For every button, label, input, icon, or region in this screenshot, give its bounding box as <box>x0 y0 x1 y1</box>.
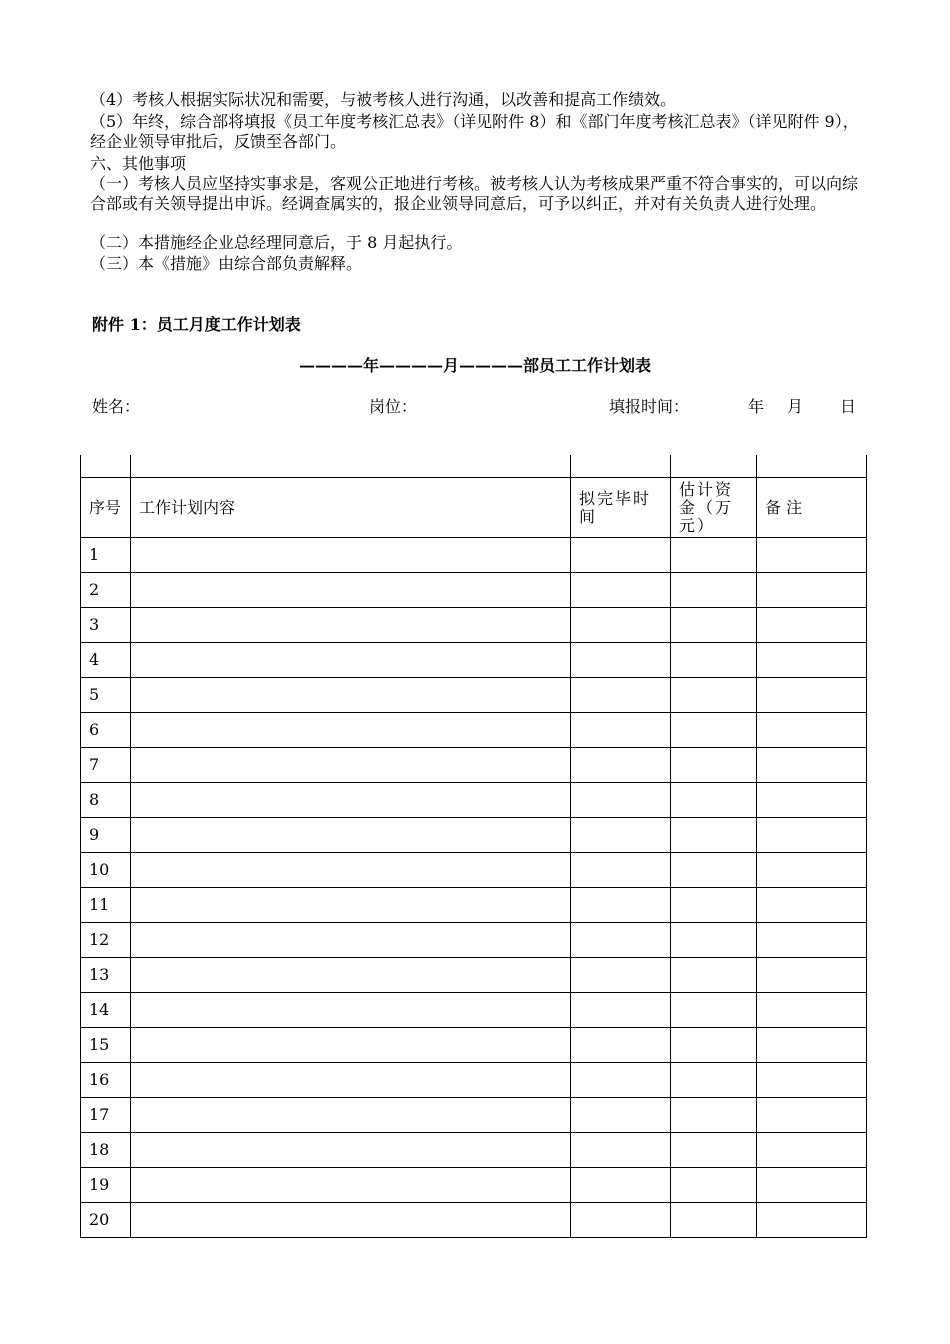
header-plan-content: 工作计划内容 <box>131 478 571 538</box>
completion-time-cell[interactable] <box>571 608 671 643</box>
row-number-cell: 11 <box>81 888 131 923</box>
completion-time-cell[interactable] <box>571 573 671 608</box>
completion-time-cell[interactable] <box>571 923 671 958</box>
completion-time-cell[interactable] <box>571 1168 671 1203</box>
plan-content-cell[interactable] <box>131 748 571 783</box>
row-number-cell: 18 <box>81 1133 131 1168</box>
plan-content-cell[interactable] <box>131 958 571 993</box>
remarks-cell[interactable] <box>757 573 867 608</box>
estimated-funds-cell[interactable] <box>671 1063 757 1098</box>
remarks-cell[interactable] <box>757 888 867 923</box>
table-row <box>81 1203 867 1238</box>
spacer-cell <box>757 455 867 478</box>
year-label: 年 <box>748 397 765 416</box>
completion-time-cell[interactable] <box>571 1063 671 1098</box>
spacer-cell <box>671 455 757 478</box>
table-row <box>81 1028 867 1063</box>
paragraph-appeal: （一）考核人员应坚持实事求是，客观公正地进行考核。被考核人认为考核成果严重不符合事实的，可以向综合部或有关领导提出申诉。经调查属实的，报企业领导同意后，可予以纠正，并对有关负责人进行处理。 <box>90 174 859 213</box>
row-number-cell: 20 <box>81 1203 131 1238</box>
plan-content-cell[interactable] <box>131 1063 571 1098</box>
row-number-cell: 8 <box>81 783 131 818</box>
remarks-cell[interactable] <box>757 1063 867 1098</box>
remarks-cell[interactable] <box>757 853 867 888</box>
estimated-funds-cell[interactable] <box>671 643 757 678</box>
remarks-cell[interactable] <box>757 643 867 678</box>
date-label: 填报时间： <box>609 397 690 416</box>
plan-content-cell[interactable] <box>131 573 571 608</box>
estimated-funds-cell[interactable] <box>671 538 757 573</box>
estimated-funds-cell[interactable] <box>671 1028 757 1063</box>
completion-time-cell[interactable] <box>571 783 671 818</box>
estimated-funds-cell[interactable] <box>671 1203 757 1238</box>
completion-time-cell[interactable] <box>571 1098 671 1133</box>
position-label: 岗位： <box>369 397 418 416</box>
remarks-cell[interactable] <box>757 608 867 643</box>
plan-content-cell[interactable] <box>131 853 571 888</box>
row-number-cell: 13 <box>81 958 131 993</box>
table-row <box>81 1063 867 1098</box>
header-estimated-funds: 估计资金（万元） <box>671 478 757 538</box>
table-header-row <box>81 478 867 538</box>
spacer-cell <box>571 455 671 478</box>
plan-content-cell[interactable] <box>131 1203 571 1238</box>
table-row <box>81 748 867 783</box>
estimated-funds-cell[interactable] <box>671 818 757 853</box>
row-number-cell: 15 <box>81 1028 131 1063</box>
estimated-funds-cell[interactable] <box>671 713 757 748</box>
row-number-cell: 7 <box>81 748 131 783</box>
table-row <box>81 783 867 818</box>
plan-content-cell[interactable] <box>131 818 571 853</box>
paragraph-evaluation-communication: （4）考核人根据实际状况和需要，与被考核人进行沟通，以改善和提高工作绩效。 <box>90 90 677 109</box>
table-spacer-row <box>81 455 867 478</box>
estimated-funds-cell[interactable] <box>671 923 757 958</box>
plan-content-cell[interactable] <box>131 643 571 678</box>
header-remarks: 备 注 <box>757 478 867 538</box>
completion-time-cell[interactable] <box>571 853 671 888</box>
remarks-cell[interactable] <box>757 538 867 573</box>
table-row <box>81 538 867 573</box>
row-number-cell: 19 <box>81 1168 131 1203</box>
completion-time-cell[interactable] <box>571 643 671 678</box>
plan-content-cell[interactable] <box>131 888 571 923</box>
completion-time-cell[interactable] <box>571 678 671 713</box>
table-row <box>81 1168 867 1203</box>
attachment-heading: 附件 1：员工月度工作计划表 <box>92 315 301 334</box>
completion-time-cell[interactable] <box>571 538 671 573</box>
plan-content-cell[interactable] <box>131 608 571 643</box>
plan-content-cell[interactable] <box>131 538 571 573</box>
estimated-funds-cell[interactable] <box>671 993 757 1028</box>
row-number-cell: 4 <box>81 643 131 678</box>
month-label: 月 <box>787 397 804 416</box>
table-body <box>81 538 867 1238</box>
row-number-cell: 17 <box>81 1098 131 1133</box>
name-label: 姓名： <box>92 397 141 416</box>
header-serial-number: 序号 <box>81 478 131 538</box>
row-number-cell: 6 <box>81 713 131 748</box>
row-number-cell: 16 <box>81 1063 131 1098</box>
plan-content-cell[interactable] <box>131 993 571 1028</box>
remarks-cell[interactable] <box>757 818 867 853</box>
estimated-funds-cell[interactable] <box>671 608 757 643</box>
remarks-cell[interactable] <box>757 923 867 958</box>
completion-time-cell[interactable] <box>571 888 671 923</box>
table-row <box>81 608 867 643</box>
remarks-cell[interactable] <box>757 993 867 1028</box>
remarks-cell[interactable] <box>757 1203 867 1238</box>
table-row <box>81 643 867 678</box>
estimated-funds-cell[interactable] <box>671 853 757 888</box>
completion-time-cell[interactable] <box>571 1203 671 1238</box>
header-completion-time: 拟完毕时间 <box>571 478 671 538</box>
table-row <box>81 678 867 713</box>
remarks-cell[interactable] <box>757 783 867 818</box>
estimated-funds-cell[interactable] <box>671 1098 757 1133</box>
estimated-funds-cell[interactable] <box>671 958 757 993</box>
section-heading-other-matters: 六、其他事项 <box>90 154 187 173</box>
table-row <box>81 1133 867 1168</box>
completion-time-cell[interactable] <box>571 1028 671 1063</box>
row-number-cell: 14 <box>81 993 131 1028</box>
table-row <box>81 713 867 748</box>
completion-time-cell[interactable] <box>571 958 671 993</box>
estimated-funds-cell[interactable] <box>671 1133 757 1168</box>
row-number-cell: 3 <box>81 608 131 643</box>
table-row <box>81 923 867 958</box>
plan-content-cell[interactable] <box>131 678 571 713</box>
remarks-cell[interactable] <box>757 748 867 783</box>
table-row <box>81 573 867 608</box>
completion-time-cell[interactable] <box>571 993 671 1028</box>
paragraph-year-end-summary: （5）年终，综合部将填报《员工年度考核汇总表》（详见附件 8）和《部门年度考核汇总表》（详见附件 9），经企业领导审批后，反馈至各部门。 <box>90 112 859 151</box>
completion-time-cell[interactable] <box>571 748 671 783</box>
plan-content-cell[interactable] <box>131 1098 571 1133</box>
work-plan-table <box>80 455 867 1238</box>
remarks-cell[interactable] <box>757 1028 867 1063</box>
completion-time-cell[interactable] <box>571 1133 671 1168</box>
table-row <box>81 1098 867 1133</box>
row-number-cell: 10 <box>81 853 131 888</box>
estimated-funds-cell[interactable] <box>671 888 757 923</box>
paragraph-interpretation: （三）本《措施》由综合部负责解释。 <box>90 254 363 273</box>
remarks-cell[interactable] <box>757 1168 867 1203</box>
paragraph-effective-date: （二）本措施经企业总经理同意后，于 8 月起执行。 <box>90 233 463 252</box>
row-number-cell: 5 <box>81 678 131 713</box>
row-number-cell: 1 <box>81 538 131 573</box>
plan-content-cell[interactable] <box>131 923 571 958</box>
table-row <box>81 993 867 1028</box>
table-row <box>81 818 867 853</box>
table-row <box>81 888 867 923</box>
plan-content-cell[interactable] <box>131 783 571 818</box>
table-row <box>81 853 867 888</box>
estimated-funds-cell[interactable] <box>671 1168 757 1203</box>
plan-content-cell[interactable] <box>131 1028 571 1063</box>
remarks-cell[interactable] <box>757 678 867 713</box>
plan-content-cell[interactable] <box>131 1133 571 1168</box>
plan-content-cell[interactable] <box>131 1168 571 1203</box>
form-title: ————年————月————部员工工作计划表 <box>298 356 651 375</box>
estimated-funds-cell[interactable] <box>671 748 757 783</box>
completion-time-cell[interactable] <box>571 818 671 853</box>
completion-time-cell[interactable] <box>571 713 671 748</box>
remarks-cell[interactable] <box>757 958 867 993</box>
table-row <box>81 958 867 993</box>
remarks-cell[interactable] <box>757 1098 867 1133</box>
row-number-cell: 9 <box>81 818 131 853</box>
remarks-cell[interactable] <box>757 713 867 748</box>
spacer-cell <box>131 455 571 478</box>
row-number-cell: 2 <box>81 573 131 608</box>
estimated-funds-cell[interactable] <box>671 783 757 818</box>
estimated-funds-cell[interactable] <box>671 573 757 608</box>
day-label: 日 <box>840 397 857 416</box>
remarks-cell[interactable] <box>757 1133 867 1168</box>
spacer-cell <box>81 455 131 478</box>
plan-content-cell[interactable] <box>131 713 571 748</box>
estimated-funds-cell[interactable] <box>671 678 757 713</box>
row-number-cell: 12 <box>81 923 131 958</box>
